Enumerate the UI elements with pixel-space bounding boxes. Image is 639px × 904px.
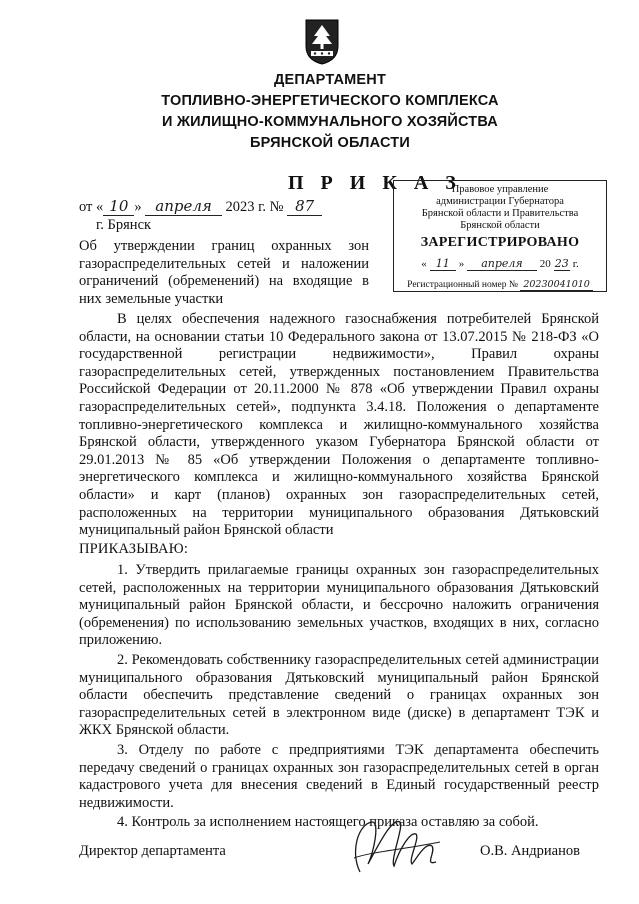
bryansk-coat-of-arms-icon [302,16,342,66]
order-city: г. Брянск [96,217,152,233]
preamble-paragraph: В целях обеспечения надежного газоснабжения потребителей Брянской области, на основании статьи 10 Федерального закона от 13.07.2015 № 218-ФЗ «О государственной регистрации недвижимости», Правил охраны газораспределительных сетей, утвержденных постановлением Правительства Российской Федерации от 20.11.2000 № 878 «Об утверждении Правил охраны газораспределительных сетей», подпункта 3.4.18. Положения о департаменте топливно-энергетического комплекса и жилищно-коммунального хозяйства Брянской области, утвержденного указом Губернатора Брянской области от 29.01.2013 № 85 «Об утверждении Положения о департаменте топливно-энергетического комплекса и жилищно-коммунального хозяйства Брянской области» и карт (планов) охранных зон газораспределительных сетей, расположенных на территории муниципального образования Дятьковский муниципальный район Брянской области [79,311,599,539]
order-directive: ПРИКАЗЫВАЮ: [79,541,189,557]
stamp-org-line-1: Правовое управление [451,184,549,195]
order-day: 10 [103,197,134,216]
stamp-status: ЗАРЕГИСТРИРОВАНО [420,235,580,250]
date-prefix: от « [79,199,104,215]
stamp-year-prefix: 20 [539,258,551,270]
stamp-org-line-4: Брянской области [460,220,540,231]
stamp-day: 11 [430,257,456,271]
order-number: 87 [287,197,322,216]
order-item-4: 4. Контроль за исполнением настоящего приказа оставляю за собой. [117,814,539,831]
signatory-position: Директор департамента [79,843,226,859]
stamp-year-end: г. [572,258,579,270]
department-line-1: ДЕПАРТАМЕНТ [273,72,387,88]
order-item-2: 2. Рекомендовать собственнику газораспределительных сетей администрации муниципального образования Дятьковский муниципальный район Брянской области обеспечить представление сведений о границах охранных зон газораспределительных сетей в электронном виде (диске) в департамент ТЭК и ЖКХ Брянской области. [79,651,599,739]
order-items [79,562,599,834]
order-subject: Об утверждении границ охранных зон газораспределительных сетей и наложении ограничений (обременений) на входящие в них земельные участки [79,238,369,307]
order-item-1: 1. Утвердить прилагаемые границы охранных зон газораспределительных сетей, расположенных на территории муниципального образования Дятьковский муниципальный район Брянской области, и бессрочно наложить ограничения (обременения) по использованию земельных участков, входящих в них, согласно приложению. [79,562,599,649]
order-title: П Р И К А З [288,172,462,194]
stamp-number-label: Регистрационный номер № [407,280,518,290]
signatory-name: О.В. Андрианов [480,843,580,859]
order-month: апреля [145,197,222,216]
department-line-4: БРЯНСКОЙ ОБЛАСТИ [250,135,410,151]
order-date-line [79,197,322,216]
stamp-organization [394,184,606,232]
handwritten-signature [340,812,450,882]
order-item-3: 3. Отделу по работе с предприятиями ТЭК департамента обеспечить передачу сведений о границах охранных зон газораспределительных сетей в орган кадастрового учета для внесения сведений в Единый государственный реестр недвижимости. [79,741,599,811]
date-mid: » [134,199,142,215]
department-title [130,70,530,154]
stamp-number-value: 20230041010 [520,279,593,291]
stamp-month: апреля [467,257,536,271]
department-line-3: И ЖИЛИЩНО-КОММУНАЛЬНОГО ХОЗЯЙСТВА [162,114,498,130]
stamp-date: « 11 » апреля 20 23 г. [421,257,579,270]
stamp-year-suffix: 23 [554,257,569,270]
stamp-org-line-2: администрации Губернатора [436,196,564,207]
order-year: 2023 г. [225,199,267,215]
registration-stamp [393,180,607,292]
stamp-reg-number [394,279,606,290]
stamp-org-line-3: Брянской области и Правительства [421,208,579,219]
department-line-2: ТОПЛИВНО-ЭНЕРГЕТИЧЕСКОГО КОМПЛЕКСА [161,93,499,109]
order-number-label: № [269,199,284,215]
